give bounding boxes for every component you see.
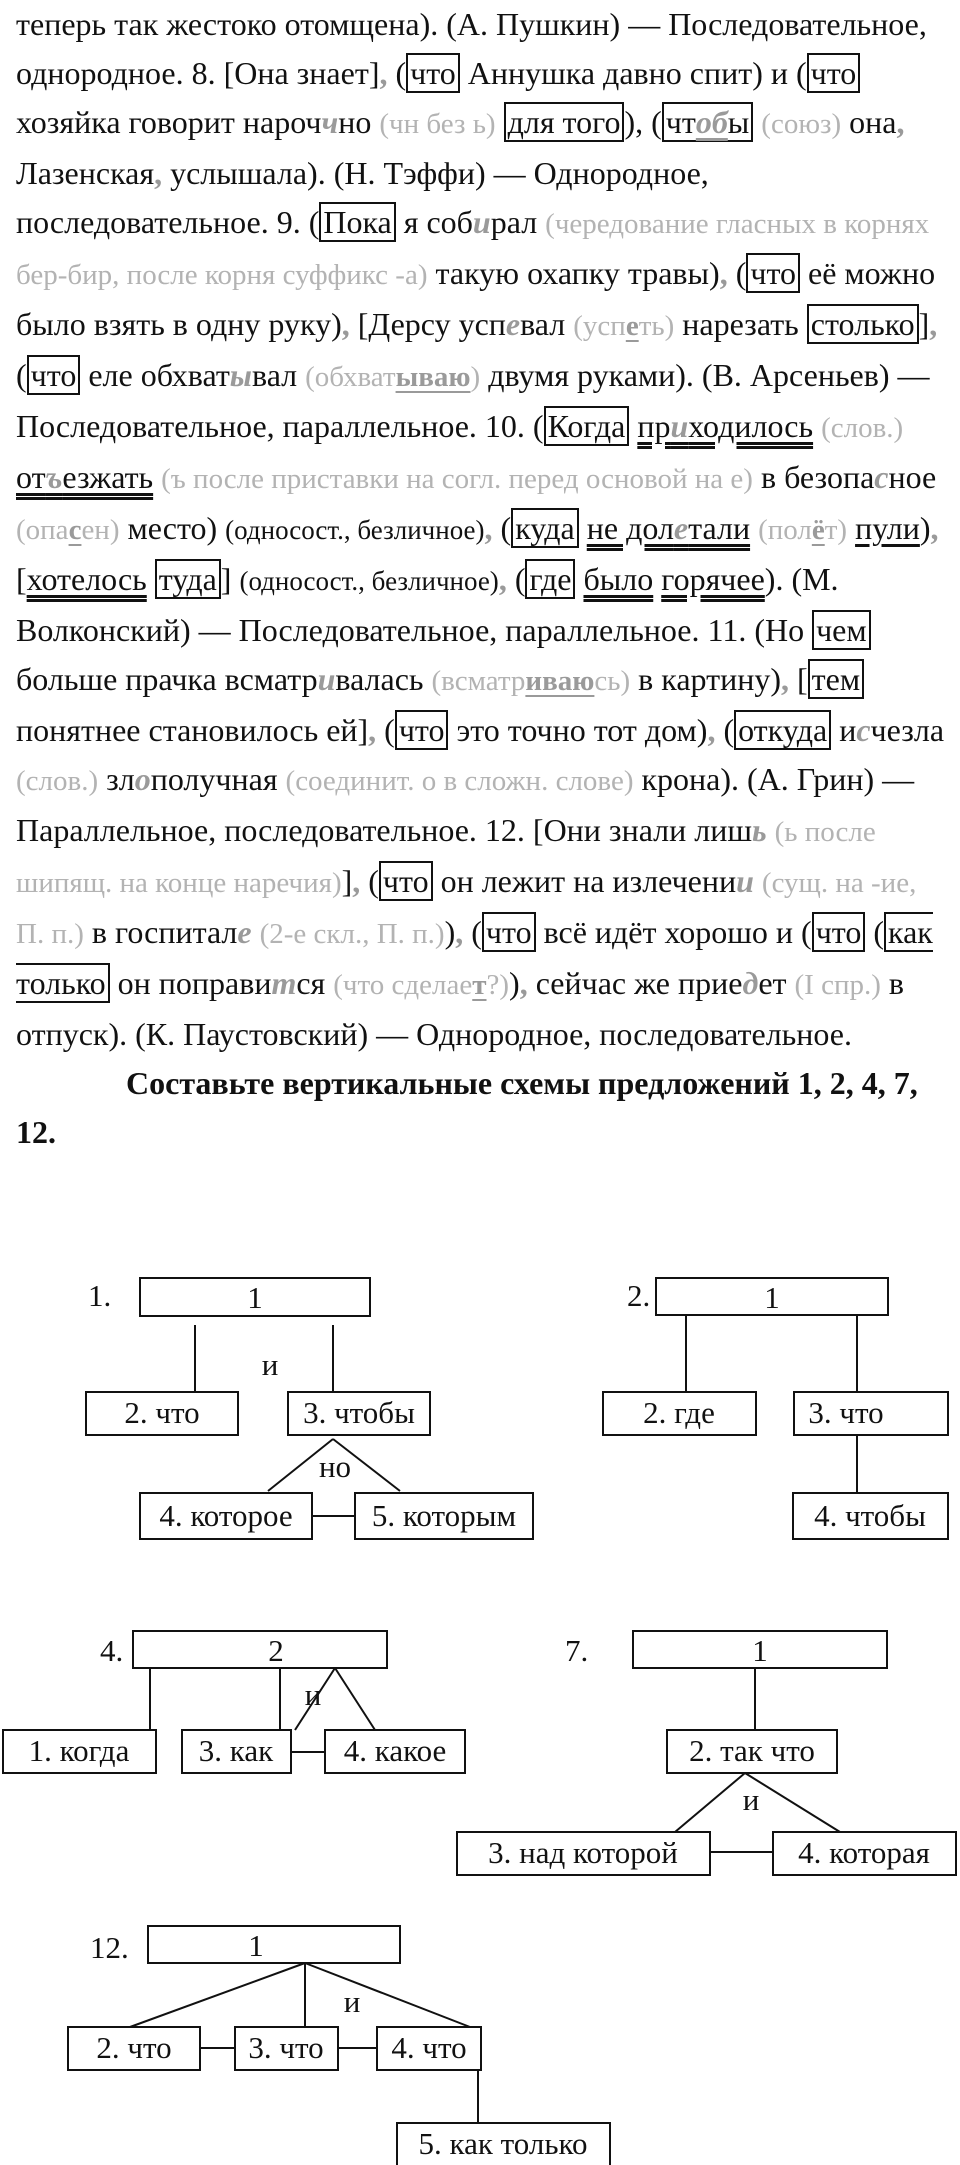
text-run: ходилось [688,408,814,444]
spelling-note [333,969,509,1001]
text-run: услышала). (Н. Тэффи) — Однородное, последовательное. 9. ( [16,155,709,240]
spelling-mark: ъ [45,459,63,495]
text-run: (всматр [431,665,526,697]
spelling-note [573,310,674,342]
spelling-mark: об [695,104,728,140]
spelling-mark: е [237,914,252,950]
spelling-note [305,361,480,393]
spelling-mark: ь [752,812,767,848]
conjunction-box: что [746,253,800,293]
sentence-schemes [0,1255,960,2165]
predicate: было [583,561,654,597]
conjunction-box: Когда [544,406,630,446]
scheme-4 [3,1631,465,1773]
clause-label: 4. какое [343,1733,447,1768]
spelling-mark: е [625,310,639,342]
predicate [587,510,750,546]
text-run: ( [376,712,395,748]
predicate [637,408,813,444]
punct: , [719,255,728,291]
punct: , [341,306,350,342]
text-run: ен) [81,514,120,546]
scheme-2 [603,1278,948,1539]
text-run: и [831,712,857,748]
sentence-type-note: (односост., безличное) [239,566,499,596]
text-run: (обхват [305,361,396,393]
clause-label: 5. как только [418,2126,588,2161]
clause-label: 1 [752,1633,768,1668]
text-run: ть) [638,310,675,342]
text-run: ). (М. Волконский) — Последовательное, параллельное. 11. (Но [16,561,839,648]
text-run: это точно тот дом) [448,712,708,748]
text-run: (усп [573,310,626,342]
text-run: зл [98,761,135,797]
clause-label: 1 [764,1280,780,1315]
text-run: вал [252,357,306,393]
text-run: [Дерсу усп [349,306,506,342]
conjunction-box: что [406,53,460,93]
spelling-mark: с [874,459,889,495]
conjunction-box: что [812,912,866,952]
text-run: ное [888,459,937,495]
text-run: сейчас же прие [527,965,743,1001]
text-run: ?) [486,969,510,1001]
text-run: от [16,459,46,495]
clause-label: 3. что [808,1395,884,1430]
text-run: вал [520,306,574,342]
conjunction-box: откуда [734,710,831,750]
spelling-mark: с [856,712,871,748]
clause-label: 4. чтобы [814,1498,926,1533]
text-run: нарезать [674,306,807,342]
conjunction-label: но [318,1449,352,1484]
text-run: Аннушка давно спит) и ( [459,55,807,91]
spelling-note [758,514,847,546]
text-run: ы [727,104,750,140]
spelling-note: (чн без ь) [379,108,496,140]
punct: , [929,306,938,342]
text-run: ет [758,965,795,1001]
text-run: [ [789,661,808,697]
punct: , [352,863,361,899]
demonstrative-box: столько [807,304,919,344]
punct: , [896,104,905,140]
clause-label: 3. как [198,1733,274,1768]
conjunction-box: для того [504,102,625,142]
text-run: в госпитал [83,914,238,950]
spelling-mark: ываю [395,361,471,393]
spelling-note [432,665,631,697]
spelling-mark: ч [321,104,339,140]
punct: , [519,965,528,1001]
spelling-note: (союз) [761,108,842,140]
clause-label: 1 [248,1928,264,1963]
clause-label: 3. что [248,2030,324,2065]
text-run: в картину) [630,661,782,697]
spelling-note: (чередование гласных в корнях бер-бир, после корня суффикс -а) [16,208,930,291]
text-run: (что сделае [333,969,473,1001]
text-run: валась [335,661,432,697]
punct: , [484,510,493,546]
conjunction-box: куда [511,508,579,548]
clause-label: 4. что [391,2030,467,2065]
spelling-note: (соединит. о в сложн. слове) [285,765,634,797]
text-run: пр [637,408,671,444]
punct: , [368,712,377,748]
text-run: больше прачка всматр [16,661,318,697]
spelling-note: (ь после шипящ. на конце наречия) [16,816,876,899]
text-run: хозяйка говорит нароч [16,104,322,140]
spelling-mark: с [68,514,82,546]
spelling-mark: е [505,306,521,342]
clause-label: 2. что [124,1395,200,1430]
text-run: её можно было взять в одну руку) [16,255,936,342]
text-run: рал [490,204,546,240]
spelling-mark: и [472,204,491,240]
text-run: ) [444,914,456,950]
conjunction-box: чем [812,610,871,650]
text-run: такую охапку травы) [427,255,720,291]
spelling-mark: и [670,408,689,444]
scheme-7 [457,1631,956,1875]
spelling-note: (слов.) [821,412,904,444]
scheme-1 [86,1278,533,1539]
conjunction-label: и [261,1347,279,1382]
text-run: сь) [594,665,631,697]
text-run: ся [296,965,334,1001]
text-run: двумя руками). (В. Арсеньев) — Последовательное, параллельное. 10. ( [16,357,930,444]
text-run: тали [688,510,751,546]
scheme-number: 12. [90,1930,129,1965]
clause-label: 3. чтобы [303,1395,415,1430]
punct: , [154,155,163,191]
punct: , [781,661,790,697]
main-clause-box [148,1926,400,1963]
spelling-note: (слов.) [16,765,99,797]
text-run: (опа [16,514,69,546]
clause-label: 4. которое [159,1498,293,1533]
text-run: [ [16,561,27,597]
text-run: в безопа [752,459,875,495]
text-run: ( [16,357,27,393]
text-run: теперь так жестоко отомщена). (А. Пушкин) — Последовательное, однородное. 8. [Она знает] [16,6,927,91]
sentence-type-note: (односост., безличное) [225,515,485,545]
conjunction-box: где [525,559,575,599]
conjunction-box [662,102,754,142]
spelling-mark: т [271,965,297,1001]
text-run: получная [150,761,286,797]
text-run: ] [341,863,353,899]
spelling-note: (I спр.) [794,969,881,1001]
text-run: т) [824,514,848,546]
punct: , [930,510,939,546]
punct: , [379,55,388,91]
punct: , [455,914,464,950]
spelling-note: (ъ после приставки на согл. перед основой на е) [161,463,753,495]
conjunction-box: что [807,53,861,93]
scheme-number: 1. [88,1278,112,1313]
text-run: он поправи [109,965,272,1001]
spelling-mark: е [673,510,689,546]
clause-label: 2. так что [689,1733,815,1768]
text-run: ) [470,361,481,393]
clause-label: 5. которым [371,1498,517,1533]
punct: , [707,712,716,748]
clause-label: 3. над которой [488,1835,678,1870]
spelling-mark: и [736,863,754,899]
text-run: (пол [758,514,812,546]
text-run: Лазенская [16,155,155,191]
text-run: ] [220,561,240,597]
clause-label: 2. где [643,1395,715,1430]
conjunction-box: как только [16,914,933,1001]
scheme-number: 4. [100,1633,124,1668]
spelling-note: (сущ. на -ие, П. п.) [16,867,917,950]
text-run: он лежит на излечени [432,863,737,899]
text-run: езжать [62,459,154,495]
spelling-note: (2-е скл., П. п.) [259,918,445,950]
spelling-mark: и [317,661,336,697]
conjunction-label: и [343,1984,361,2019]
conjunction-box: что [395,710,449,750]
spelling-mark: ы [229,357,252,393]
task-heading: Составьте вертикальные схемы предложений 1, 2, 4, 7, 12. [16,1065,918,1150]
conjunction-box: Пока [319,202,395,242]
clause-label: 4. которая [798,1835,930,1870]
predicate [16,459,153,495]
main-clause-box [133,1631,387,1668]
predicate: хотелось [26,561,147,597]
text-run: не дол [586,510,674,546]
text-run: чт [665,104,696,140]
clause-label: 1. когда [28,1733,130,1768]
analysis-paragraph: теперь так жестоко отомщена). (А. Пушкин) — Последовательное, однородное. 8. [Она знает], ( что Аннушка давно спит) и ( что хозяйка говорит нароччно (чн без ь) для того ), ( чтобы (союз) она, Лазенская, услышала). (Н. Тэффи) — Однородное, последовательное. 9. ( Пока я собирал (чередование гласных в корнях бер-бир, после корня суффикс -а) такую охапку травы), ( что её можно было взять в одну руку), [Дерсу успевал (успеть) нарезать столько ], ( что еле обхватывал (обхватываю) двумя руками). (В. Арсеньев) — Последовательное, параллельное. 10. ( Когда приходилось (слов.) отъезжать (ъ после приставки на согл. перед основой на е) в безопасное (опасен) место) (односост., безличное), ( куда не долетали (полёт) пули), [хотелось туда ] (односост., безличное), ( где было горячее). (М. Волконский) — Последовательное, параллельное. 11. (Но чем больше прачка всматривалась (всматриваюсь) в картину), [ тем понятнее становилось ей], ( что это точно тот дом), ( откуда исчезла (слов.) злополучная (соединит. о в сложн. слове) крона). (А. Грин) — Параллельное, последовательное. 12. [Они знали лишь (ь после шипящ. на конце наречия)], ( что он лежит на излечении (сущ. на -ие, П. п.) в госпитале (2-е скл., П. п.)), ( что всё идёт хорошо и ( что ( как только он поправится (что сделает?)), сейчас же приедет (I спр.) в отпуск). (К. Паустовский) — Однородное, последовательное. [16,6,945,1052]
demonstrative-box: тем [808,659,864,699]
conjunction-box: что [482,912,536,952]
spelling-mark: д [742,965,759,1001]
predicate: горячее [661,561,765,597]
exercise-text [16,0,946,1157]
text-run: ), ( [624,104,662,140]
text-run: ] [918,306,930,342]
conjunction-box: что [27,355,81,395]
text-run: понятнее становилось ей] [16,712,369,748]
spelling-note [16,514,120,546]
text-run: чезла [870,712,945,748]
spelling-mark: иваю [525,665,595,697]
text-run: ( [727,255,747,291]
spelling-mark: ё [811,514,825,546]
text-run: еле обхват [80,357,230,393]
spelling-mark: т [472,969,487,1001]
clause-label: 2. что [96,2030,172,2065]
scheme-number: 2. [627,1278,651,1313]
text-run: место) [119,510,226,546]
clause-label: 1 [247,1280,263,1315]
punct: , [498,561,507,597]
conjunction-label: и [742,1782,760,1817]
subject: пули [855,510,920,546]
demonstrative-box: туда [155,559,221,599]
text-run: всё идёт хорошо и ( [535,914,812,950]
clause-label: 2 [268,1633,284,1668]
conjunction-box: что [379,861,433,901]
scheme-number: 7. [565,1633,589,1668]
conjunction-label: и [304,1677,322,1712]
text-run: крона). (А. Грин) — Параллельное, последовательное. 12. [Они знали лиш [16,761,915,848]
text-run: но [338,104,372,140]
spelling-mark: о [134,761,151,797]
text-run: она [841,104,897,140]
text-run: в отпуск). (К. Паустовский) — Однородное, последовательное. [16,965,904,1052]
scheme-12 [68,1926,610,2165]
text-run: я соб [395,204,473,240]
